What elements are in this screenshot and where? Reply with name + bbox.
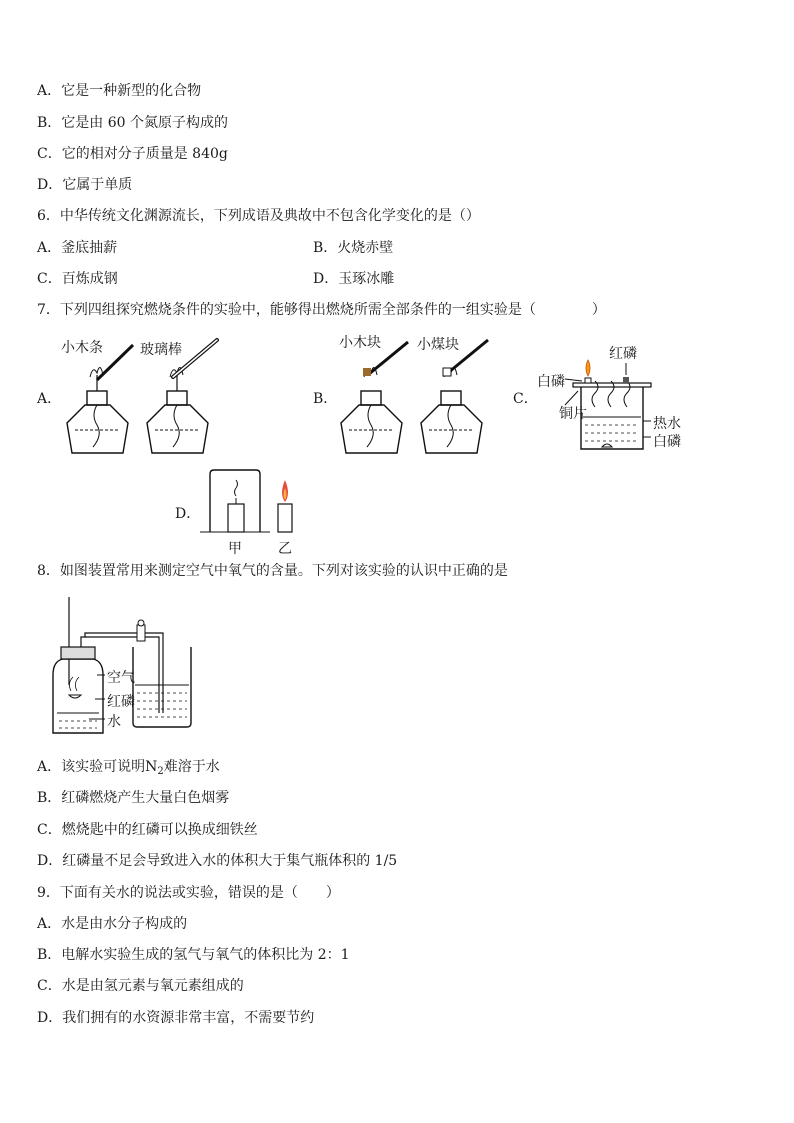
q7-option-b-label: B． — [313, 391, 338, 407]
q9-option-a: A．水是由水分子构成的 — [37, 916, 188, 932]
q9-option-c: C．水是由氢元素与氧元素组成的 — [37, 978, 244, 994]
q8-label-water: 水 — [107, 714, 121, 730]
q9-stem: 9．下面有关水的说法或实验，错误的是（ ） — [37, 885, 340, 901]
q7-a-label-stick: 小木条 — [61, 340, 103, 356]
q5-option-d: D．它属于单质 — [37, 177, 133, 193]
q6-option-b: B．火烧赤壁 — [313, 240, 394, 256]
q8-option-c: C．燃烧匙中的红磷可以换成细铁丝 — [37, 822, 258, 838]
q5-option-b: B．它是由 60 个氮原子构成的 — [37, 115, 229, 131]
q7-c-label-copper-sheet: 铜片 — [559, 406, 587, 422]
q6-stem: 6．中华传统文化渊源流长，下列成语及典故中不包含化学变化的是（） — [37, 208, 480, 224]
q7-d-label-yi: 乙 — [278, 541, 292, 557]
q7-b-label-wood-block: 小木块 — [339, 335, 381, 351]
q8-option-a-subscript: 2 — [157, 766, 164, 777]
q8-option-b: B．红磷燃烧产生大量白色烟雾 — [37, 790, 230, 806]
q7-c-label-white-phosphorus-bottom: 白磷 — [653, 434, 681, 450]
q8-option-a-text: A．该实验可说明N — [37, 759, 158, 775]
q9-option-b: B．电解水实验生成的氢气与氧气的体积比为 2：1 — [37, 947, 350, 963]
q7-stem: 7．下列四组探究燃烧条件的实验中，能够得出燃烧所需全部条件的一组实验是（ ） — [37, 302, 606, 318]
q7-c-label-hot-water: 热水 — [653, 416, 681, 432]
q8-label-red-phosphorus: 红磷 — [107, 694, 135, 710]
q7-figure-a — [55, 335, 245, 465]
q7-b-label-coal-block: 小煤块 — [417, 337, 459, 353]
q7-c-label-white-phosphorus-top: 白磷 — [537, 374, 565, 390]
q8-stem: 8．如图装置常用来测定空气中氧气的含量。下列对该实验的认识中正确的是 — [37, 563, 508, 579]
q7-figure-b — [333, 332, 503, 465]
q7-figure-d — [198, 468, 308, 558]
q5-option-c: C．它的相对分子质量是 840g — [37, 146, 228, 162]
q8-option-a — [37, 758, 220, 781]
q7-a-label-glass-rod: 玻璃棒 — [140, 342, 182, 358]
q6-option-d: D．玉琢冰雕 — [313, 271, 395, 287]
q7-figure-c — [535, 343, 695, 455]
q5-option-a: A．它是一种新型的化合物 — [37, 83, 202, 99]
q6-option-a: A．釜底抽薪 — [37, 240, 118, 256]
q9-option-d: D．我们拥有的水资源非常丰富，不需要节约 — [37, 1010, 315, 1026]
q8-label-air: 空气 — [107, 670, 135, 686]
q6-option-c: C．百炼成钢 — [37, 271, 118, 287]
q8-figure — [45, 595, 205, 740]
q8-option-a-text-end: 难溶于水 — [163, 759, 220, 775]
q7-option-d-label: D． — [175, 506, 201, 522]
candles-beaker-illustration — [198, 468, 308, 538]
q8-option-d: D．红磷量不足会导致进入水的体积大于集气瓶体积的 1/5 — [37, 853, 398, 869]
q7-c-label-red-phosphorus: 红磷 — [609, 346, 637, 362]
q7-d-label-jia: 甲 — [228, 541, 242, 557]
q7-option-c-label: C． — [513, 391, 538, 407]
q7-option-a-label: A． — [37, 391, 62, 407]
